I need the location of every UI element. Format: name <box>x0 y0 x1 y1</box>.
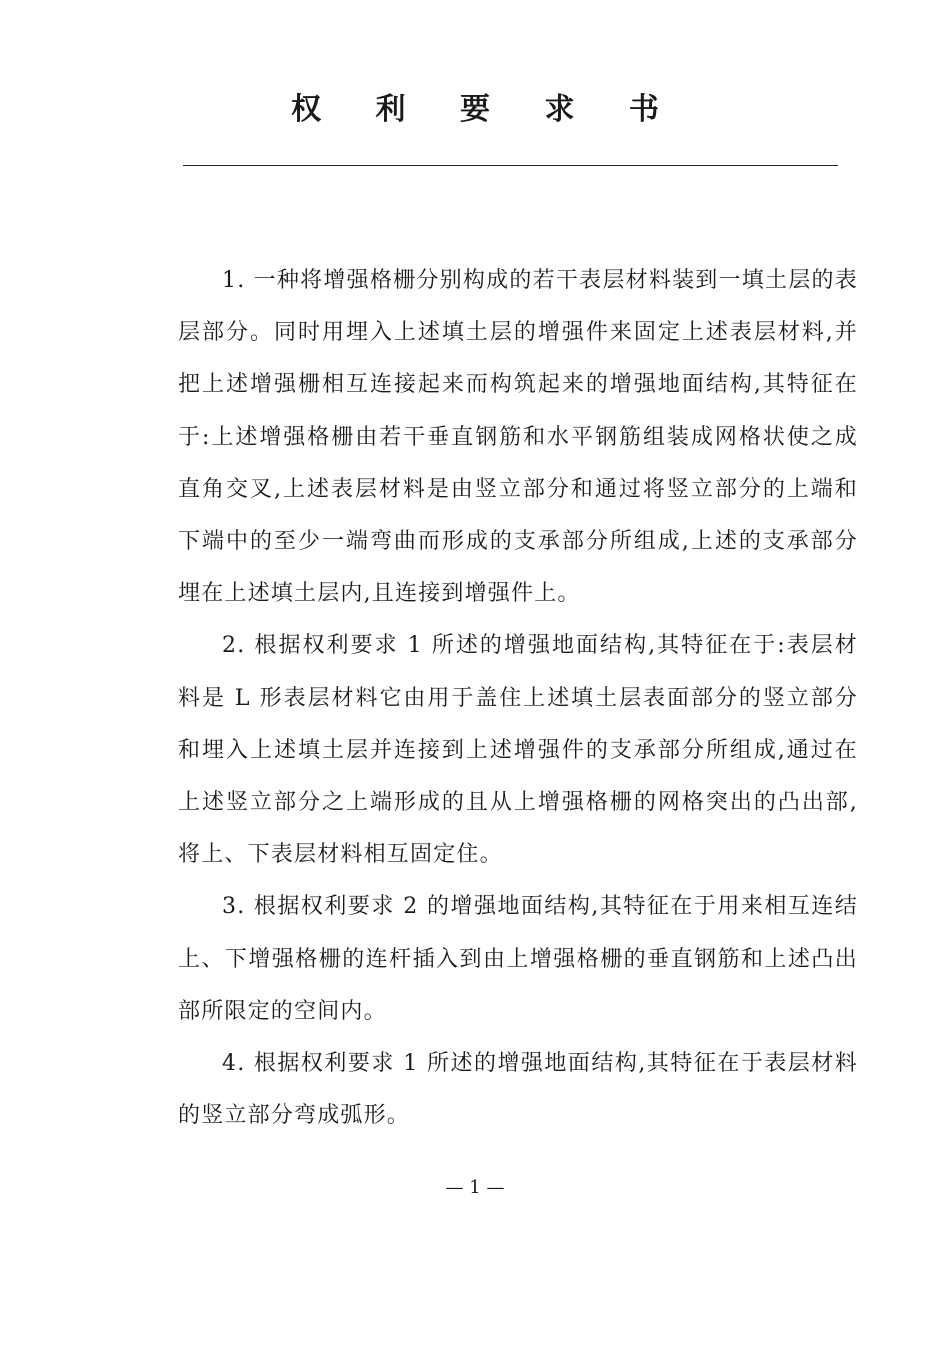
claim-1: 1. 一种将增强格栅分别构成的若干表层材料装到一填土层的表层部分。同时用埋入上述填土层的增强件来固定上述表层材料,并把上述增强栅相互连接起来而构筑起来的增强地面结构,其特征在于:上述增强格栅由若干垂直钢筋和水平钢筋组装成网格状使之成直角交叉,上述表层材料是由竖立部分和通过将竖立部分的上端和下端中的至少一端弯曲而形成的支承部分所组成,上述的支承部分埋在上述填土层内,且连接到增强件上。 <box>178 268 858 607</box>
claim-3: 3. 根据权利要求 2 的增强地面结构,其特征在于用来相互连结上、下增强格栅的连杆插入到由上增强格栅的垂直钢筋和上述凸出部所限定的空间内。 <box>178 894 858 1024</box>
title-divider <box>183 165 838 166</box>
page-title: 权 利 要 求 书 <box>291 92 681 127</box>
claim-2: 2. 根据权利要求 1 所述的增强地面结构,其特征在于:表层材料是 L 形表层材料它由用于盖住上述填土层表面部分的竖立部分和埋入上述填土层并连接到上述增强件的支承部分所组成,通过在上述竖立部分之上端形成的且从上增强格栅的网格突出的凸出部,将上、下表层材料相互固定住。 <box>178 633 858 868</box>
claim-4: 4. 根据权利要求 1 所述的增强地面结构,其特征在于表层材料的竖立部分弯成弧形。 <box>178 1051 858 1129</box>
claims-body <box>178 255 858 1142</box>
page-number: — 1 — <box>445 1177 505 1198</box>
